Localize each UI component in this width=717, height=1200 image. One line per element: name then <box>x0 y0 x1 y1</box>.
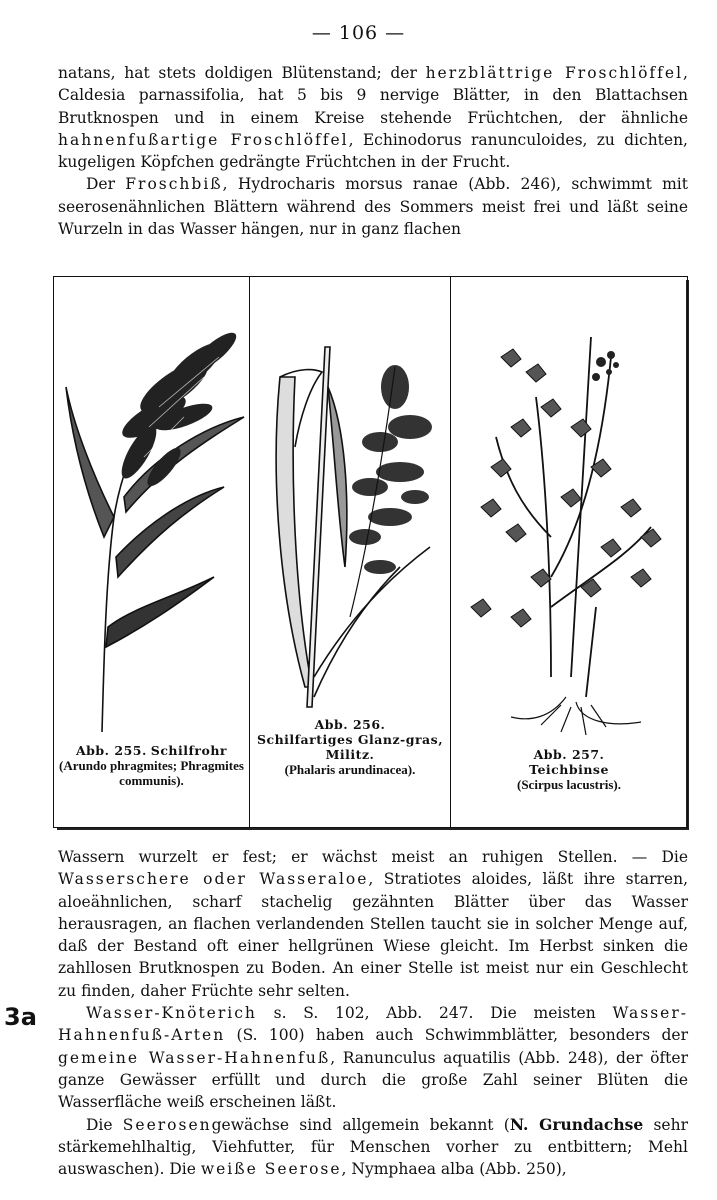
top-text-block <box>58 62 688 240</box>
paragraph <box>58 846 688 1002</box>
canary-grass-illustration <box>250 277 450 717</box>
text-segment: , Echinodorus ranunculoides, zu dichten, kugeligen Köpfchen gedrängte Früchtchen in der Frucht. <box>58 130 688 172</box>
text-segment: Wassern wurzelt er fest; er wächst meist an ruhigen Stellen. — Die <box>58 848 688 866</box>
text-segment: N. Grundachse <box>509 1114 644 1134</box>
text-segment: s. S. 102, Abb. 247. Die meisten <box>256 1004 613 1023</box>
text-segment: Froschbiß <box>125 175 223 194</box>
paragraph <box>58 1002 688 1113</box>
figure-latin: (Arundo phragmites; Phragmites communis). <box>59 758 244 788</box>
figure-label: Abb. 257. <box>533 747 605 762</box>
text-segment: sehr stärkemehlhaltig, Viehfutter, für Menschen vorher zu entbittern; Mehl auswaschen). Die <box>58 1115 688 1179</box>
margin-note: 3a <box>4 1003 37 1031</box>
figure-name: Schilfrohr <box>150 743 227 758</box>
figure-label: Abb. 256. <box>314 717 386 732</box>
text-segment: hahnenfußartige Froschlöffel <box>58 130 349 149</box>
figure-caption-255 <box>54 743 249 788</box>
bulrush-illustration <box>451 277 687 747</box>
text-segment: natans, hat stets doldigen Blütenstand; der <box>58 64 426 82</box>
figure-label: Abb. 255. <box>75 743 147 758</box>
text-segment: Wasser-Hahnenfuß-Arten <box>58 1004 688 1045</box>
text-segment: , Hydrocharis morsus ranae (Abb. 246), schwimmt mit seerosenähnlichen Blättern während des Sommers meist frei und läßt seine Wurzeln in das Wasser hängen, nur in ganz flachen <box>58 175 688 239</box>
bottom-text-block <box>58 846 688 1180</box>
figure-frame <box>53 276 688 828</box>
text-segment: (S. 100) haben auch Schwimmblätter, besonders der <box>225 1026 688 1045</box>
text-segment: , Caldesia parnassifolia, hat 5 bis 9 nervige Blätter, in den Blattachsen Brutknospen und in einem Kreise stehende Früchtchen, der ähnliche <box>58 64 688 127</box>
text-segment: herzblättrige Froschlöffel <box>425 64 684 82</box>
text-segment: , Stratiotes aloides, läßt ihre starren, aloeähnlichen, scharf stachelig gezähnten Blätter über das Wasser herausragen, an flachen verlandenden Stellen taucht sie in solcher Menge auf, daß der Bestand oft einer hellgrünen Wiese gleicht. Im Herbst sinken die zahllosen Brutknospen zu Boden. An einer Stelle ist meist nur ein Geschlecht zu finden, daher Früchte sehr selten. <box>58 870 688 1000</box>
paragraph <box>58 1114 688 1181</box>
text-segment: Seerosen <box>122 1115 212 1134</box>
figure-latin: (Scirpus lacustris). <box>517 777 621 792</box>
text-segment: weiße Seerose <box>200 1160 342 1179</box>
text-segment: Der <box>86 175 126 194</box>
figure-panel-reed <box>54 277 249 827</box>
paragraph <box>58 62 688 173</box>
text-segment: , Nymphaea alba (Abb. 250), <box>341 1160 567 1179</box>
text-segment: Die <box>86 1115 123 1134</box>
figure-latin: (Phalaris arundinacea). <box>284 762 416 777</box>
figure-panel-bulrush <box>451 277 687 827</box>
text-segment: , Ranunculus aquatilis (Abb. 248), der öfter ganze Gewässer erfüllt und durch die große Zahl seiner Blüten die Wasserfläche weiß erscheinen läßt. <box>58 1048 688 1112</box>
page-number: — 106 — <box>311 22 406 44</box>
text-segment: Wasser-Knöterich <box>86 1004 257 1023</box>
figure-name: Teichbinse <box>529 762 609 777</box>
figure-panel-canary-grass <box>250 277 450 827</box>
figure-caption-256 <box>250 717 450 777</box>
text-segment: gemeine Wasser-Hahnenfuß <box>58 1048 331 1067</box>
figure-name: Schilfartiges Glanz-gras, Militz. <box>256 732 444 762</box>
reed-illustration <box>54 277 249 747</box>
paragraph <box>58 173 688 240</box>
text-segment: Wasserschere oder Wasseraloe <box>58 870 369 889</box>
figure-caption-257 <box>451 747 687 792</box>
text-segment: gewächse sind allgemein bekannt ( <box>211 1115 510 1134</box>
